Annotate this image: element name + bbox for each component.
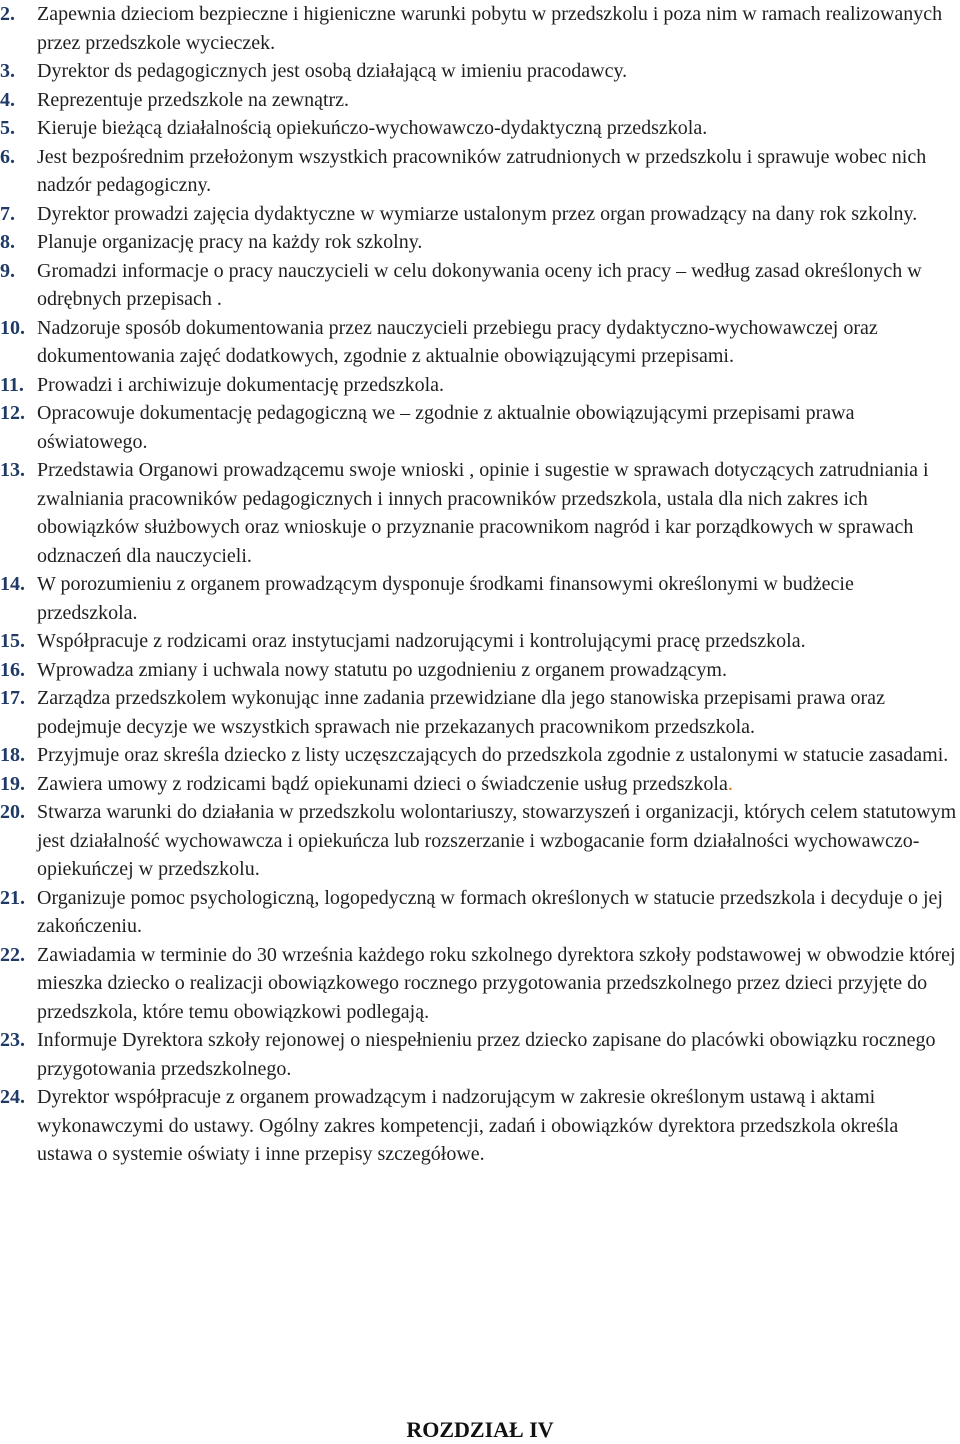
item-text xyxy=(37,57,958,86)
item-number: 12. xyxy=(0,402,25,424)
item-number: 9. xyxy=(0,259,15,282)
item-accent-mark: . xyxy=(727,772,733,795)
item-number: 13. xyxy=(0,459,25,481)
item-text-body: Zapewnia dzieciom bezpieczne i higieniczne warunki pobytu w przedszkolu i poza nim w ramach realizowanych przez przedszkole wycieczek. xyxy=(37,3,943,54)
item-number: 2. xyxy=(0,3,15,25)
list-item xyxy=(0,627,960,656)
item-text xyxy=(37,399,958,456)
item-text xyxy=(37,314,958,371)
item-number: 3. xyxy=(0,60,15,82)
item-number: 4. xyxy=(0,88,15,111)
item-number: 16. xyxy=(0,658,25,681)
item-text-body: Opracowuje dokumentację pedagogiczną we – zgodnie z aktualnie obowiązującymi przepisami prawa oświatowego. xyxy=(37,402,855,453)
item-text xyxy=(37,741,958,770)
list-item xyxy=(0,228,960,257)
list-item xyxy=(0,399,960,456)
item-text xyxy=(37,456,958,570)
item-number: 20. xyxy=(0,801,25,823)
list-item xyxy=(0,371,960,400)
list-item xyxy=(0,1083,960,1169)
item-text-body: Nadzoruje sposób dokumentowania przez nauczycieli przebiegu pracy dydaktyczno-wychowawczej oraz dokumentowania zajęć dodatkowych, zgodnie z aktualnie obowiązującymi przepisami. xyxy=(37,316,878,367)
item-number: 11. xyxy=(0,373,24,396)
item-number: 22. xyxy=(0,943,25,966)
item-number: 6. xyxy=(0,145,15,168)
list-item xyxy=(0,0,960,57)
item-text-body: Gromadzi informacje o pracy nauczycieli w celu dokonywania oceny ich pracy – według zasad określonych w odrębnych przepisach . xyxy=(37,259,922,310)
list-item xyxy=(0,656,960,685)
item-text xyxy=(37,798,958,884)
item-text-body: Zarządza przedszkolem wykonując inne zadania przewidziane dla jego stanowiska przepisami prawa oraz podejmuje decyzje we wszystkich sprawach nie przekazanych pracownikom przedszkola. xyxy=(37,687,885,738)
item-text xyxy=(37,200,958,229)
item-text xyxy=(37,570,958,627)
list-item xyxy=(0,114,960,143)
list-item xyxy=(0,57,960,86)
item-text xyxy=(37,1083,958,1169)
list-item xyxy=(0,86,960,115)
list-item xyxy=(0,1026,960,1083)
item-number: 15. xyxy=(0,630,25,652)
item-text-body: Przedstawia Organowi prowadzącemu swoje wnioski , opinie i sugestie w sprawach dotyczących zatrudniania i zwalniania pracowników pedagogicznych i innych pracowników przedszkola, ustala dla nich zakres ich obowiązków służbowych oraz wnioskuje o przyznanie pracownikom nagród i kar porządkowych w sprawach odznaczeń dla nauczycieli. xyxy=(37,459,929,567)
list-item xyxy=(0,884,960,941)
item-text xyxy=(37,684,958,741)
item-number: 21. xyxy=(0,886,25,909)
item-text-body: Reprezentuje przedszkole na zewnątrz. xyxy=(37,88,350,111)
item-text-body: W porozumieniu z organem prowadzącym dysponuje środkami finansowymi określonymi w budżecie przedszkola. xyxy=(37,573,854,624)
item-text-body: Zawiadamia w terminie do 30 września każdego roku szkolnego dyrektora szkoły podstawowej w obwodzie której mieszka dziecko o realizacji obowiązkowego rocznego przygotowania przedszkolnego przez dzieci przyjęte do przedszkola, które temu obowiązkowi podlegają. xyxy=(37,943,956,1023)
item-text xyxy=(37,1026,958,1083)
item-number: 7. xyxy=(0,202,15,225)
item-text-body: Dyrektor prowadzi zajęcia dydaktyczne w wymiarze ustalonym przez organ prowadzący na dany rok szkolny. xyxy=(37,202,918,225)
chapter-heading: ROZDZIAŁ IV xyxy=(406,1417,554,1442)
item-number: 10. xyxy=(0,316,25,339)
item-text-body: Przyjmuje oraz skreśla dziecko z listy uczęszczających do przedszkola zgodnie z ustalonymi w statucie zasadami. xyxy=(37,744,949,766)
list-item xyxy=(0,941,960,1027)
item-text xyxy=(37,371,958,400)
list-item xyxy=(0,200,960,229)
list-item xyxy=(0,684,960,741)
list-item xyxy=(0,570,960,627)
item-text-body: Informuje Dyrektora szkoły rejonowej o niespełnieniu przez dziecko zapisane do placówki obowiązku rocznego przygotowania przedszkolnego. xyxy=(37,1029,936,1080)
item-text xyxy=(37,86,958,115)
item-text xyxy=(37,770,958,799)
item-text-body: Zawiera umowy z rodzicami bądź opiekunami dzieci o świadczenie usług przedszkola xyxy=(37,772,728,795)
item-text xyxy=(37,884,958,941)
item-text xyxy=(37,257,958,314)
item-text-body: Planuje organizację pracy na każdy rok szkolny. xyxy=(37,231,423,253)
item-text xyxy=(37,228,958,257)
list-item xyxy=(0,314,960,371)
item-text xyxy=(37,114,958,143)
item-number: 23. xyxy=(0,1029,25,1051)
item-text-body: Dyrektor ds pedagogicznych jest osobą działającą w imieniu pracodawcy. xyxy=(37,60,628,82)
list-item xyxy=(0,741,960,770)
item-number: 24. xyxy=(0,1086,25,1108)
item-text-body: Wprowadza zmiany i uchwala nowy statutu po uzgodnieniu z organem prowadzącym. xyxy=(37,658,727,681)
item-number: 19. xyxy=(0,772,25,795)
item-text-body: Stwarza warunki do działania w przedszkolu wolontariuszy, stowarzyszeń i organizacji, których celem statutowym jest działalność wychowawcza i opiekuńcza lub rozszerzanie i wzbogacanie form działalności wychowawczo- opiekuńczej w przedszkolu. xyxy=(37,801,957,880)
list-item xyxy=(0,257,960,314)
item-text-body: Kieruje bieżącą działalnością opiekuńczo-wychowawczo-dydaktyczną przedszkola. xyxy=(37,117,708,139)
list-item xyxy=(0,798,960,884)
item-text-body: Współpracuje z rodzicami oraz instytucjami nadzorującymi i kontrolującymi pracę przedszkola. xyxy=(37,630,806,652)
item-number: 14. xyxy=(0,573,25,595)
item-text-body: Prowadzi i archiwizuje dokumentację przedszkola. xyxy=(37,373,445,396)
item-number: 17. xyxy=(0,687,25,709)
item-number: 8. xyxy=(0,231,15,253)
item-number: 5. xyxy=(0,117,15,139)
item-text xyxy=(37,627,958,656)
item-number: 18. xyxy=(0,744,25,766)
item-text xyxy=(37,0,958,57)
list-item xyxy=(0,770,960,799)
item-text-body: Organizuje pomoc psychologiczną, logopedyczną w formach określonych w statucie przedszkola i decyduje o jej zakończeniu. xyxy=(37,886,943,937)
item-text xyxy=(37,143,958,200)
list-item xyxy=(0,143,960,200)
item-text-body: Jest bezpośrednim przełożonym wszystkich pracowników zatrudnionych w przedszkolu i sprawuje wobec nich nadzór pedagogiczny. xyxy=(37,145,927,196)
list-item xyxy=(0,456,960,570)
item-text-body: Dyrektor współpracuje z organem prowadzącym i nadzorującym w zakresie określonym ustawą i aktami wykonawczymi do ustawy. Ogólny zakres kompetencji, zadań i obowiązków dyrektora przedszkola określa ustawa o systemie oświaty i inne przepisy szczegółowe. xyxy=(37,1086,899,1165)
item-text xyxy=(37,656,958,685)
item-text xyxy=(37,941,958,1027)
